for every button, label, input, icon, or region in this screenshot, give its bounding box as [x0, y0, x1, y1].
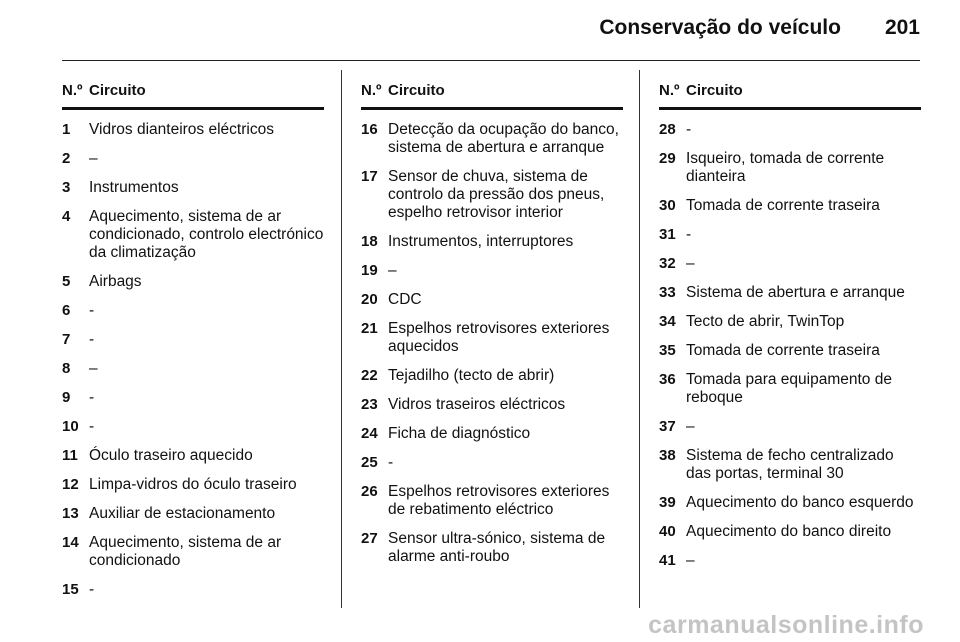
fuse-number: 37: [659, 418, 676, 435]
circuit-description: Limpa-vidros do óculo traseiro: [89, 476, 297, 493]
fuse-number: 32: [659, 255, 676, 272]
fuse-row: [62, 581, 324, 599]
fuse-row: [361, 262, 623, 280]
circuit-description: CDC: [388, 291, 422, 308]
fuse-number: 25: [361, 454, 378, 471]
fuse-column-3: [659, 82, 921, 570]
circuit-description: -: [89, 331, 95, 348]
circuit-description: Detecção da ocupação do banco, sistema de abertura e arranque: [388, 121, 619, 156]
fuse-row: [62, 273, 324, 291]
fuse-row: [659, 523, 921, 541]
watermark: carmanualsonline.info: [648, 611, 924, 639]
circuit-description: -: [89, 389, 95, 406]
column-header: [659, 82, 921, 110]
fuse-row: [361, 425, 623, 443]
circuit-description: Sensor ultra-sónico, sistema de alarme anti-roubo: [388, 530, 606, 565]
fuse-row: [62, 360, 324, 378]
circuit-description: Espelhos retrovisores exteriores aquecidos: [388, 320, 610, 355]
fuse-number: 29: [659, 150, 676, 167]
circuit-description: –: [89, 360, 98, 377]
fuse-number: 41: [659, 552, 676, 569]
column-header: [62, 82, 324, 110]
circuit-description: Instrumentos: [89, 179, 179, 196]
number-header: N.º: [62, 82, 83, 99]
fuse-number: 40: [659, 523, 676, 540]
fuse-row: [361, 291, 623, 309]
circuit-description: -: [89, 302, 95, 319]
fuse-number: 16: [361, 121, 378, 138]
fuse-number: 33: [659, 284, 676, 301]
fuse-column-1: [62, 82, 324, 599]
fuse-number: 28: [659, 121, 676, 138]
fuse-number: 8: [62, 360, 71, 377]
fuse-row: [62, 150, 324, 168]
circuit-description: Vidros dianteiros eléctricos: [89, 121, 274, 138]
fuse-number: 34: [659, 313, 676, 330]
fuse-number: 39: [659, 494, 676, 511]
fuse-row: [659, 284, 921, 302]
fuse-row: [361, 483, 623, 519]
fuse-row: [659, 313, 921, 331]
fuse-row: [659, 197, 921, 215]
fuse-row: [361, 396, 623, 414]
fuse-number: 38: [659, 447, 676, 464]
circuit-header: Circuito: [686, 82, 743, 99]
fuse-row: [659, 150, 921, 186]
fuse-row: [659, 342, 921, 360]
fuse-number: 35: [659, 342, 676, 359]
circuit-description: -: [686, 121, 692, 138]
circuit-description: Óculo traseiro aquecido: [89, 447, 253, 464]
fuse-row: [659, 121, 921, 139]
circuit-description: Tomada de corrente traseira: [686, 342, 880, 359]
fuse-row: [62, 121, 324, 139]
fuse-row: [361, 168, 623, 222]
circuit-description: –: [686, 552, 695, 569]
fuse-row: [62, 534, 324, 570]
fuse-row: [62, 389, 324, 407]
circuit-description: Tejadilho (tecto de abrir): [388, 367, 555, 384]
circuit-description: -: [686, 226, 692, 243]
fuse-row: [659, 255, 921, 273]
fuse-number: 6: [62, 302, 71, 319]
fuse-row: [659, 447, 921, 483]
number-header: N.º: [659, 82, 680, 99]
fuse-number: 13: [62, 505, 79, 522]
fuse-number: 5: [62, 273, 71, 290]
fuse-row: [659, 226, 921, 244]
fuse-number: 27: [361, 530, 378, 547]
circuit-description: Tomada para equipamento de reboque: [686, 371, 892, 406]
circuit-description: -: [388, 454, 394, 471]
fuse-row: [62, 179, 324, 197]
circuit-description: Sensor de chuva, sistema de controlo da pressão dos pneus, espelho retrovisor interior: [388, 168, 605, 221]
circuit-header: Circuito: [89, 82, 146, 99]
circuit-description: Vidros traseiros eléctricos: [388, 396, 566, 413]
circuit-description: Tomada de corrente traseira: [686, 197, 880, 214]
fuse-number: 36: [659, 371, 676, 388]
circuit-description: Isqueiro, tomada de corrente dianteira: [686, 150, 885, 185]
fuse-row: [361, 454, 623, 472]
fuse-number: 26: [361, 483, 378, 500]
fuse-number: 24: [361, 425, 378, 442]
circuit-description: Auxiliar de estacionamento: [89, 505, 276, 522]
column-divider: [639, 70, 640, 608]
fuse-number: 19: [361, 262, 378, 279]
circuit-description: –: [686, 418, 695, 435]
circuit-description: Aquecimento do banco esquerdo: [686, 494, 914, 511]
fuse-number: 3: [62, 179, 71, 196]
column-header: [361, 82, 623, 110]
circuit-description: Sistema de abertura e arranque: [686, 284, 905, 301]
fuse-number: 20: [361, 291, 378, 308]
circuit-description: Airbags: [89, 273, 142, 290]
circuit-header: Circuito: [388, 82, 445, 99]
circuit-description: Sistema de fecho centralizado das portas, terminal 30: [686, 447, 894, 482]
fuse-row: [361, 233, 623, 251]
fuse-row: [62, 476, 324, 494]
circuit-description: Tecto de abrir, TwinTop: [686, 313, 845, 330]
fuse-number: 22: [361, 367, 378, 384]
circuit-description: Ficha de diagnóstico: [388, 425, 531, 442]
circuit-description: Aquecimento, sistema de ar condicionado, controlo electrónico da climatização: [89, 208, 324, 261]
fuse-number: 14: [62, 534, 79, 551]
circuit-description: Aquecimento, sistema de ar condicionado: [89, 534, 282, 569]
fuse-row: [361, 320, 623, 356]
circuit-description: –: [686, 255, 695, 272]
fuse-row: [361, 367, 623, 385]
fuse-row: [62, 302, 324, 320]
fuse-row: [62, 331, 324, 349]
fuse-column-2: [361, 82, 623, 566]
fuse-number: 21: [361, 320, 378, 337]
fuse-row: [62, 208, 324, 262]
circuit-description: –: [89, 150, 98, 167]
fuse-number: 12: [62, 476, 79, 493]
fuse-number: 30: [659, 197, 676, 214]
fuse-row: [361, 121, 623, 157]
fuse-number: 4: [62, 208, 71, 225]
header-rule: [62, 60, 920, 61]
fuse-number: 18: [361, 233, 378, 250]
page-header: [599, 16, 920, 40]
fuse-number: 31: [659, 226, 676, 243]
page-title: Conservação do veículo: [599, 16, 841, 39]
fuse-row: [62, 447, 324, 465]
number-header: N.º: [361, 82, 382, 99]
fuse-number: 15: [62, 581, 79, 598]
fuse-number: 1: [62, 121, 71, 138]
fuse-row: [659, 371, 921, 407]
fuse-row: [659, 552, 921, 570]
fuse-number: 17: [361, 168, 378, 185]
fuse-number: 11: [62, 447, 78, 464]
fuse-row: [62, 418, 324, 436]
circuit-description: Espelhos retrovisores exteriores de rebatimento eléctrico: [388, 483, 610, 518]
fuse-row: [659, 494, 921, 512]
circuit-description: Aquecimento do banco direito: [686, 523, 892, 540]
page-number: 201: [884, 16, 920, 39]
circuit-description: -: [89, 581, 95, 598]
fuse-row: [659, 418, 921, 436]
fuse-number: 2: [62, 150, 71, 167]
circuit-description: Instrumentos, interruptores: [388, 233, 574, 250]
fuse-row: [361, 530, 623, 566]
fuse-row: [62, 505, 324, 523]
column-divider: [341, 70, 342, 608]
fuse-number: 9: [62, 389, 71, 406]
fuse-number: 7: [62, 331, 71, 348]
circuit-description: –: [388, 262, 397, 279]
circuit-description: -: [89, 418, 95, 435]
fuse-number: 23: [361, 396, 378, 413]
fuse-number: 10: [62, 418, 79, 435]
